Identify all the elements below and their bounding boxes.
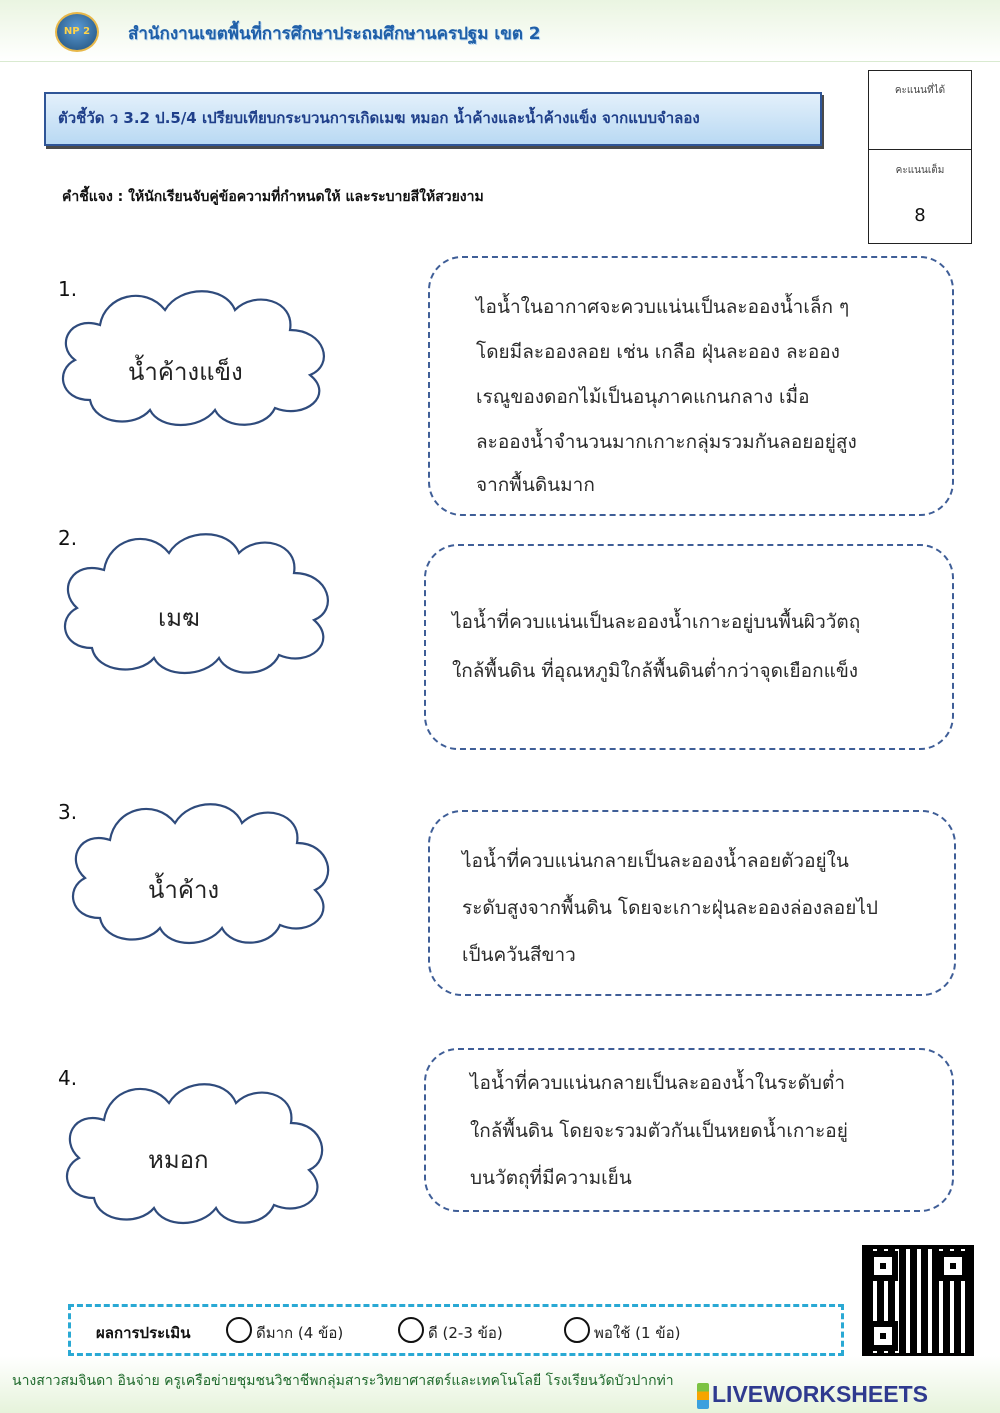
option-fair-label: พอใช้ (1 ข้อ) — [594, 1324, 681, 1342]
option-very-good-label: ดีมาก (4 ข้อ) — [256, 1324, 344, 1342]
radio-good[interactable] — [398, 1317, 424, 1343]
item-number-4: 4. — [58, 1066, 78, 1090]
description-3-line-3: เป็นควันสีขาว — [462, 944, 576, 966]
description-2-line-2: ใกล้พื้นดิน ที่อุณหภูมิใกล้พื้นดินต่ำกว่าจุดเยือกแข็ง — [452, 660, 859, 682]
qr-finder-top-left — [868, 1251, 898, 1281]
option-good-label: ดี (2-3 ข้อ) — [428, 1324, 503, 1342]
office-logo-icon — [55, 12, 99, 52]
radio-very-good[interactable] — [226, 1317, 252, 1343]
score-full-label: คะแนนเต็ม — [895, 165, 945, 176]
description-4-line-2: ใกล้พื้นดิน โดยจะรวมตัวกันเป็นหยดน้ำเกาะอยู่ — [470, 1120, 848, 1142]
instruction-text: คำชี้แจง : ให้นักเรียนจับคู่ข้อความที่กำหนดให้ และระบายสีให้สวยงาม — [62, 189, 484, 205]
term-label-2: เมฆ — [158, 604, 200, 632]
description-1-line-1: ไอน้ำในอากาศจะควบแน่นเป็นละอองน้ำเล็ก ๆ — [476, 296, 850, 318]
score-full-value: 8 — [914, 205, 926, 226]
description-1-line-3: เรณูของดอกไม้เป็นอนุภาคแกนกลาง เมื่อ — [476, 386, 810, 408]
indicator-text: ตัวชี้วัด ว 3.2 ป.5/4 เปรียบเทียบกระบวนการเกิดเมฆ หมอก น้ำค้างและน้ำค้างแข็ง จากแบบจำลอง — [58, 109, 700, 127]
office-name: สำนักงานเขตพื้นที่การศึกษาประถมศึกษานครปฐม เขต 2 — [128, 24, 541, 44]
qr-finder-bottom-left — [868, 1321, 898, 1351]
score-box — [868, 70, 972, 244]
description-box-2[interactable] — [424, 544, 954, 750]
description-4-line-1: ไอน้ำที่ควบแน่นกลายเป็นละอองน้ำในระดับต่ำ — [470, 1072, 845, 1094]
description-1-line-2: โดยมีละอองลอย เช่น เกลือ ฝุ่นละออง ละออง — [476, 341, 840, 363]
term-label-4: หมอก — [148, 1146, 209, 1174]
indicator-banner — [44, 92, 822, 146]
term-label-1: น้ำค้างแข็ง — [128, 358, 243, 386]
assessment-title: ผลการประเมิน — [96, 1324, 191, 1342]
liveworksheets-badge-icon — [697, 1383, 709, 1409]
description-1-line-5: จากพื้นดินมาก — [476, 474, 595, 496]
qr-finder-top-right — [938, 1251, 968, 1281]
description-2-line-1: ไอน้ำที่ควบแน่นเป็นละอองน้ำเกาะอยู่บนพื้นผิววัตถุ — [452, 611, 861, 633]
term-label-3: น้ำค้าง — [148, 876, 220, 904]
score-divider — [869, 149, 971, 150]
item-number-1: 1. — [58, 277, 78, 301]
description-1-line-4: ละอองน้ำจำนวนมากเกาะกลุ่มรวมกันลอยอยู่สูง — [476, 431, 857, 453]
footer-credit: นางสาวสมจินดา อินจ่าย ครูเครือข่ายชุมชนวิชาชีพกลุ่มสาระวิทยาศาสตร์และเทคโนโลยี โรงเรียนวัดบัวปากท่า — [12, 1373, 674, 1389]
description-3-line-2: ระดับสูงจากพื้นดิน โดยจะเกาะฝุ่นละอองล่องลอยไป — [462, 897, 878, 919]
item-number-2: 2. — [58, 526, 78, 550]
score-earned-label: คะแนนที่ได้ — [894, 85, 946, 96]
radio-fair[interactable] — [564, 1317, 590, 1343]
logo-text: NP 2 — [63, 26, 91, 37]
item-number-3: 3. — [58, 800, 78, 824]
description-3-line-1: ไอน้ำที่ควบแน่นกลายเป็นละอองน้ำลอยตัวอยู่ใน — [462, 850, 849, 872]
liveworksheets-brand[interactable]: LIVEWORKSHEETS — [712, 1381, 928, 1407]
description-4-line-3: บนวัตถุที่มีความเย็น — [470, 1167, 632, 1189]
qr-code-icon[interactable] — [862, 1245, 974, 1357]
